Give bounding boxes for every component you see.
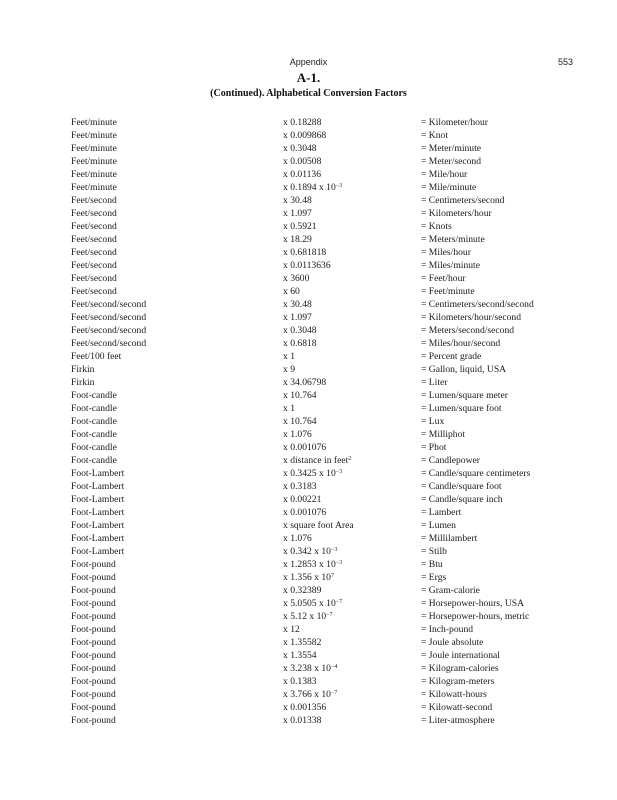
factor-value: x 0.1894 x 10 xyxy=(283,182,336,193)
factor-value: x 1 xyxy=(283,403,295,414)
table-row xyxy=(0,376,617,389)
factor-value: x 0.00221 xyxy=(283,494,322,505)
from-unit: Feet/second xyxy=(71,234,117,245)
table-row xyxy=(0,285,617,298)
to-unit: = Joule absolute xyxy=(421,637,484,648)
to-unit: = Miles/hour/second xyxy=(421,338,501,349)
factor-value: x 1 xyxy=(283,351,295,362)
from-unit: Foot-candle xyxy=(71,416,117,427)
table-row xyxy=(0,402,617,415)
from-unit: Feet/second xyxy=(71,260,117,271)
conversion-factor xyxy=(283,324,317,337)
from-unit: Foot-pound xyxy=(71,572,116,583)
factor-value: x 18.29 xyxy=(283,234,312,245)
table-row xyxy=(0,493,617,506)
conversion-factor xyxy=(283,311,312,324)
factor-value: x 1.076 xyxy=(283,429,312,440)
conversion-factor xyxy=(283,233,312,246)
conversion-factor xyxy=(283,649,317,662)
factor-value: x 10.764 xyxy=(283,416,317,427)
conversion-factor xyxy=(283,688,337,701)
factor-value: x 1.35582 xyxy=(283,637,322,648)
conversion-factor xyxy=(283,402,295,415)
to-unit: = Lambert xyxy=(421,507,462,518)
conversion-factor xyxy=(283,532,312,545)
to-unit: = Meters/minute xyxy=(421,234,485,245)
factor-value: x 0.18288 xyxy=(283,117,322,128)
factor-value: x 1.2853 x 10 xyxy=(283,559,336,570)
from-unit: Firkin xyxy=(71,377,95,388)
conversion-factor xyxy=(283,558,342,571)
from-unit: Foot-candle xyxy=(71,429,117,440)
conversion-factor xyxy=(283,467,342,480)
table-row xyxy=(0,584,617,597)
factor-value: x 0.01338 xyxy=(283,715,322,726)
table-row xyxy=(0,649,617,662)
to-unit: = Feet/minute xyxy=(421,286,475,297)
to-unit: = Meters/second/second xyxy=(421,325,515,336)
from-unit: Foot-Lambert xyxy=(71,468,125,479)
factor-value: x 9 xyxy=(283,364,295,375)
from-unit: Feet/100 feet xyxy=(71,351,122,362)
conversion-factor xyxy=(283,701,326,714)
table-row xyxy=(0,532,617,545)
conversion-factor xyxy=(283,194,312,207)
table-row xyxy=(0,597,617,610)
conversion-factor xyxy=(283,571,334,584)
table-row xyxy=(0,571,617,584)
to-unit: = Joule international xyxy=(421,650,500,661)
table-row xyxy=(0,662,617,675)
factor-exponent: −3 xyxy=(330,547,338,553)
table-row xyxy=(0,610,617,623)
from-unit: Foot-Lambert xyxy=(71,481,125,492)
factor-value: x 0.001076 xyxy=(283,442,327,453)
conversion-factor xyxy=(283,636,321,649)
table-row xyxy=(0,467,617,480)
table-row xyxy=(0,155,617,168)
from-unit: Feet/second/second xyxy=(71,312,147,323)
table-row xyxy=(0,233,617,246)
from-unit: Feet/second/second xyxy=(71,338,147,349)
to-unit: = Inch-pound xyxy=(421,624,474,635)
conversion-factor xyxy=(283,207,312,220)
to-unit: = Percent grade xyxy=(421,351,482,362)
table-number: A-1. xyxy=(296,70,321,85)
factor-value: x 30.48 xyxy=(283,195,312,206)
to-unit: = Lumen xyxy=(421,520,456,531)
to-unit: = Meter/minute xyxy=(421,143,482,154)
to-unit: = Kilowatt-second xyxy=(421,702,493,713)
table-row xyxy=(0,454,617,467)
from-unit: Feet/second xyxy=(71,221,117,232)
conversion-factor xyxy=(283,298,312,311)
conversion-factor xyxy=(283,337,317,350)
factor-exponent: 7 xyxy=(330,573,334,579)
from-unit: Foot-candle xyxy=(71,455,117,466)
from-unit: Feet/second xyxy=(71,208,117,219)
table-row xyxy=(0,441,617,454)
factor-exponent: 2 xyxy=(348,456,352,462)
from-unit: Feet/second xyxy=(71,247,117,258)
page-number: 553 xyxy=(557,57,573,67)
from-unit: Foot-candle xyxy=(71,390,117,401)
factor-value: x 0.681818 xyxy=(283,247,327,258)
conversion-factor xyxy=(283,584,321,597)
conversion-factor xyxy=(283,155,321,168)
from-unit: Foot-pound xyxy=(71,650,116,661)
factor-value: x 0.3048 xyxy=(283,325,317,336)
conversion-factor xyxy=(283,714,321,727)
to-unit: = Kilometer/hour xyxy=(421,117,488,128)
conversion-factor xyxy=(283,259,331,272)
factor-value: x 5.0505 x 10 xyxy=(283,598,336,609)
factor-value: x 0.009868 xyxy=(283,130,327,141)
from-unit: Foot-pound xyxy=(71,702,116,713)
table-row xyxy=(0,168,617,181)
from-unit: Feet/second/second xyxy=(71,325,147,336)
to-unit: = Btu xyxy=(421,559,443,570)
factor-value: x 30.48 xyxy=(283,299,312,310)
factor-exponent: −3 xyxy=(335,469,343,475)
factor-value: x square foot Area xyxy=(283,520,354,531)
conversion-factor xyxy=(283,480,317,493)
from-unit: Foot-Lambert xyxy=(71,520,125,531)
to-unit: = Mile/minute xyxy=(421,182,477,193)
factor-value: x 0.3425 x 10 xyxy=(283,468,336,479)
conversion-factor xyxy=(283,662,337,675)
table-row xyxy=(0,246,617,259)
factor-value: x 0.00508 xyxy=(283,156,322,167)
factor-value: x 60 xyxy=(283,286,300,297)
to-unit: = Feet/hour xyxy=(421,273,466,284)
conversion-factor xyxy=(283,363,295,376)
conversion-factor xyxy=(283,350,295,363)
conversion-factor xyxy=(283,415,317,428)
factor-value: x 1.097 xyxy=(283,312,312,323)
to-unit: = Centimeters/second xyxy=(421,195,505,206)
to-unit: = Stilb xyxy=(421,546,447,557)
conversion-factor xyxy=(283,610,333,623)
factor-value: x 0.342 x 10 xyxy=(283,546,331,557)
conversion-factor xyxy=(283,181,342,194)
from-unit: Feet/second xyxy=(71,195,117,206)
from-unit: Foot-Lambert xyxy=(71,533,125,544)
table-row xyxy=(0,428,617,441)
to-unit: = Miles/minute xyxy=(421,260,480,271)
conversion-factor xyxy=(283,493,321,506)
table-row xyxy=(0,298,617,311)
to-unit: = Candle/square centimeters xyxy=(421,468,531,479)
table-row xyxy=(0,363,617,376)
table-row xyxy=(0,714,617,727)
table-row xyxy=(0,545,617,558)
table-row xyxy=(0,142,617,155)
to-unit: = Candle/square foot xyxy=(421,481,502,492)
table-row xyxy=(0,636,617,649)
from-unit: Feet/minute xyxy=(71,156,117,167)
factor-exponent: −4 xyxy=(330,664,338,670)
table-row xyxy=(0,558,617,571)
factor-value: x 0.3048 xyxy=(283,143,317,154)
factor-value: x distance in feet xyxy=(283,455,349,466)
factor-value: x 0.6818 xyxy=(283,338,317,349)
table-row xyxy=(0,116,617,129)
conversion-factor xyxy=(283,675,317,688)
table-row xyxy=(0,415,617,428)
conversion-factor xyxy=(283,545,337,558)
from-unit: Foot-pound xyxy=(71,676,116,687)
to-unit: = Kilometers/hour/second xyxy=(421,312,521,323)
to-unit: = Kilometers/hour xyxy=(421,208,492,219)
from-unit: Firkin xyxy=(71,364,95,375)
factor-value: x 3.766 x 10 xyxy=(283,689,331,700)
table-row xyxy=(0,181,617,194)
to-unit: = Phot xyxy=(421,442,447,453)
to-unit: = Kilogram-meters xyxy=(421,676,495,687)
conversion-factor xyxy=(283,623,300,636)
to-unit: = Lux xyxy=(421,416,445,427)
conversion-factor xyxy=(283,519,354,532)
factor-value: x 3.238 x 10 xyxy=(283,663,331,674)
from-unit: Feet/second xyxy=(71,286,117,297)
to-unit: = Candle/square inch xyxy=(421,494,503,505)
conversion-factor xyxy=(283,129,326,142)
to-unit: = Horsepower-hours, metric xyxy=(421,611,530,622)
table-row xyxy=(0,311,617,324)
to-unit: = Gallon, liquid, USA xyxy=(421,364,507,375)
table-row xyxy=(0,259,617,272)
from-unit: Feet/second xyxy=(71,273,117,284)
factor-value: x 34.06798 xyxy=(283,377,327,388)
from-unit: Foot-candle xyxy=(71,403,117,414)
table-row xyxy=(0,675,617,688)
from-unit: Feet/minute xyxy=(71,169,117,180)
factor-value: x 0.3183 xyxy=(283,481,317,492)
from-unit: Foot-pound xyxy=(71,624,116,635)
table-row xyxy=(0,129,617,142)
to-unit: = Kilowatt-hours xyxy=(421,689,487,700)
conversion-factor xyxy=(283,597,342,610)
to-unit: = Knot xyxy=(421,130,448,141)
conversion-factor xyxy=(283,428,312,441)
factor-value: x 0.1383 xyxy=(283,676,317,687)
factor-exponent: −3 xyxy=(335,560,343,566)
to-unit: = Kilogram-calories xyxy=(421,663,499,674)
to-unit: = Lumen/square meter xyxy=(421,390,508,401)
conversion-factor xyxy=(283,246,326,259)
table-row xyxy=(0,519,617,532)
from-unit: Foot-Lambert xyxy=(71,546,125,557)
factor-value: x 10.764 xyxy=(283,390,317,401)
to-unit: = Meter/second xyxy=(421,156,482,167)
to-unit: = Liter xyxy=(421,377,448,388)
factor-value: x 0.0113636 xyxy=(283,260,331,271)
running-head: Appendix xyxy=(289,57,328,67)
from-unit: Foot-candle xyxy=(71,442,117,453)
table-row xyxy=(0,701,617,714)
from-unit: Foot-Lambert xyxy=(71,494,125,505)
from-unit: Foot-pound xyxy=(71,637,116,648)
conversion-factor xyxy=(283,389,317,402)
factor-value: x 0.01136 xyxy=(283,169,322,180)
table-row xyxy=(0,506,617,519)
to-unit: = Gram-calorie xyxy=(421,585,480,596)
table-row xyxy=(0,389,617,402)
factor-exponent: −7 xyxy=(330,690,338,696)
conversion-factor xyxy=(283,454,351,467)
factor-value: x 1.076 xyxy=(283,533,312,544)
from-unit: Feet/minute xyxy=(71,182,117,193)
to-unit: = Knots xyxy=(421,221,452,232)
factor-exponent: −3 xyxy=(335,183,343,189)
from-unit: Foot-pound xyxy=(71,663,116,674)
conversion-factor xyxy=(283,220,317,233)
from-unit: Foot-pound xyxy=(71,611,116,622)
table-row xyxy=(0,688,617,701)
factor-value: x 1.356 x 10 xyxy=(283,572,331,583)
factor-value: x 1.3554 xyxy=(283,650,317,661)
from-unit: Foot-pound xyxy=(71,715,116,726)
factor-exponent: −7 xyxy=(335,599,343,605)
to-unit: = Candlepower xyxy=(421,455,480,466)
table-row xyxy=(0,207,617,220)
table-row xyxy=(0,272,617,285)
from-unit: Feet/minute xyxy=(71,130,117,141)
from-unit: Feet/second/second xyxy=(71,299,147,310)
factor-exponent: −7 xyxy=(326,612,333,618)
from-unit: Feet/minute xyxy=(71,143,117,154)
table-row xyxy=(0,337,617,350)
from-unit: Foot-pound xyxy=(71,689,116,700)
from-unit: Foot-pound xyxy=(71,585,116,596)
conversion-table xyxy=(0,116,617,727)
to-unit: = Miles/hour xyxy=(421,247,471,258)
conversion-factor xyxy=(283,376,326,389)
to-unit: = Ergs xyxy=(421,572,447,583)
to-unit: = Millilambert xyxy=(421,533,478,544)
from-unit: Foot-pound xyxy=(71,598,116,609)
table-row xyxy=(0,480,617,493)
conversion-factor xyxy=(283,142,317,155)
table-row xyxy=(0,623,617,636)
factor-value: x 5.12 x 10 xyxy=(283,611,327,622)
to-unit: = Horsepower-hours, USA xyxy=(421,598,525,609)
factor-value: x 0.001076 xyxy=(283,507,327,518)
factor-value: x 0.5921 xyxy=(283,221,317,232)
to-unit: = Mile/hour xyxy=(421,169,468,180)
conversion-factor xyxy=(283,272,309,285)
from-unit: Foot-pound xyxy=(71,559,116,570)
table-row xyxy=(0,220,617,233)
factor-value: x 3600 xyxy=(283,273,310,284)
conversion-factor xyxy=(283,116,321,129)
factor-value: x 0.001356 xyxy=(283,702,327,713)
factor-value: x 0.32389 xyxy=(283,585,322,596)
table-row xyxy=(0,324,617,337)
table-row xyxy=(0,194,617,207)
factor-value: x 1.097 xyxy=(283,208,312,219)
from-unit: Foot-Lambert xyxy=(71,507,125,518)
table-row xyxy=(0,350,617,363)
factor-value: x 12 xyxy=(283,624,300,635)
to-unit: = Liter-atmosphere xyxy=(421,715,495,726)
conversion-factor xyxy=(283,506,326,519)
conversion-factor xyxy=(283,168,321,181)
table-caption: (Continued). Alphabetical Conversion Factors xyxy=(210,88,407,99)
to-unit: = Lumen/square foot xyxy=(421,403,502,414)
from-unit: Feet/minute xyxy=(71,117,117,128)
conversion-factor xyxy=(283,285,300,298)
to-unit: = Milliphot xyxy=(421,429,466,440)
conversion-factor xyxy=(283,441,326,454)
to-unit: = Centimeters/second/second xyxy=(421,299,534,310)
